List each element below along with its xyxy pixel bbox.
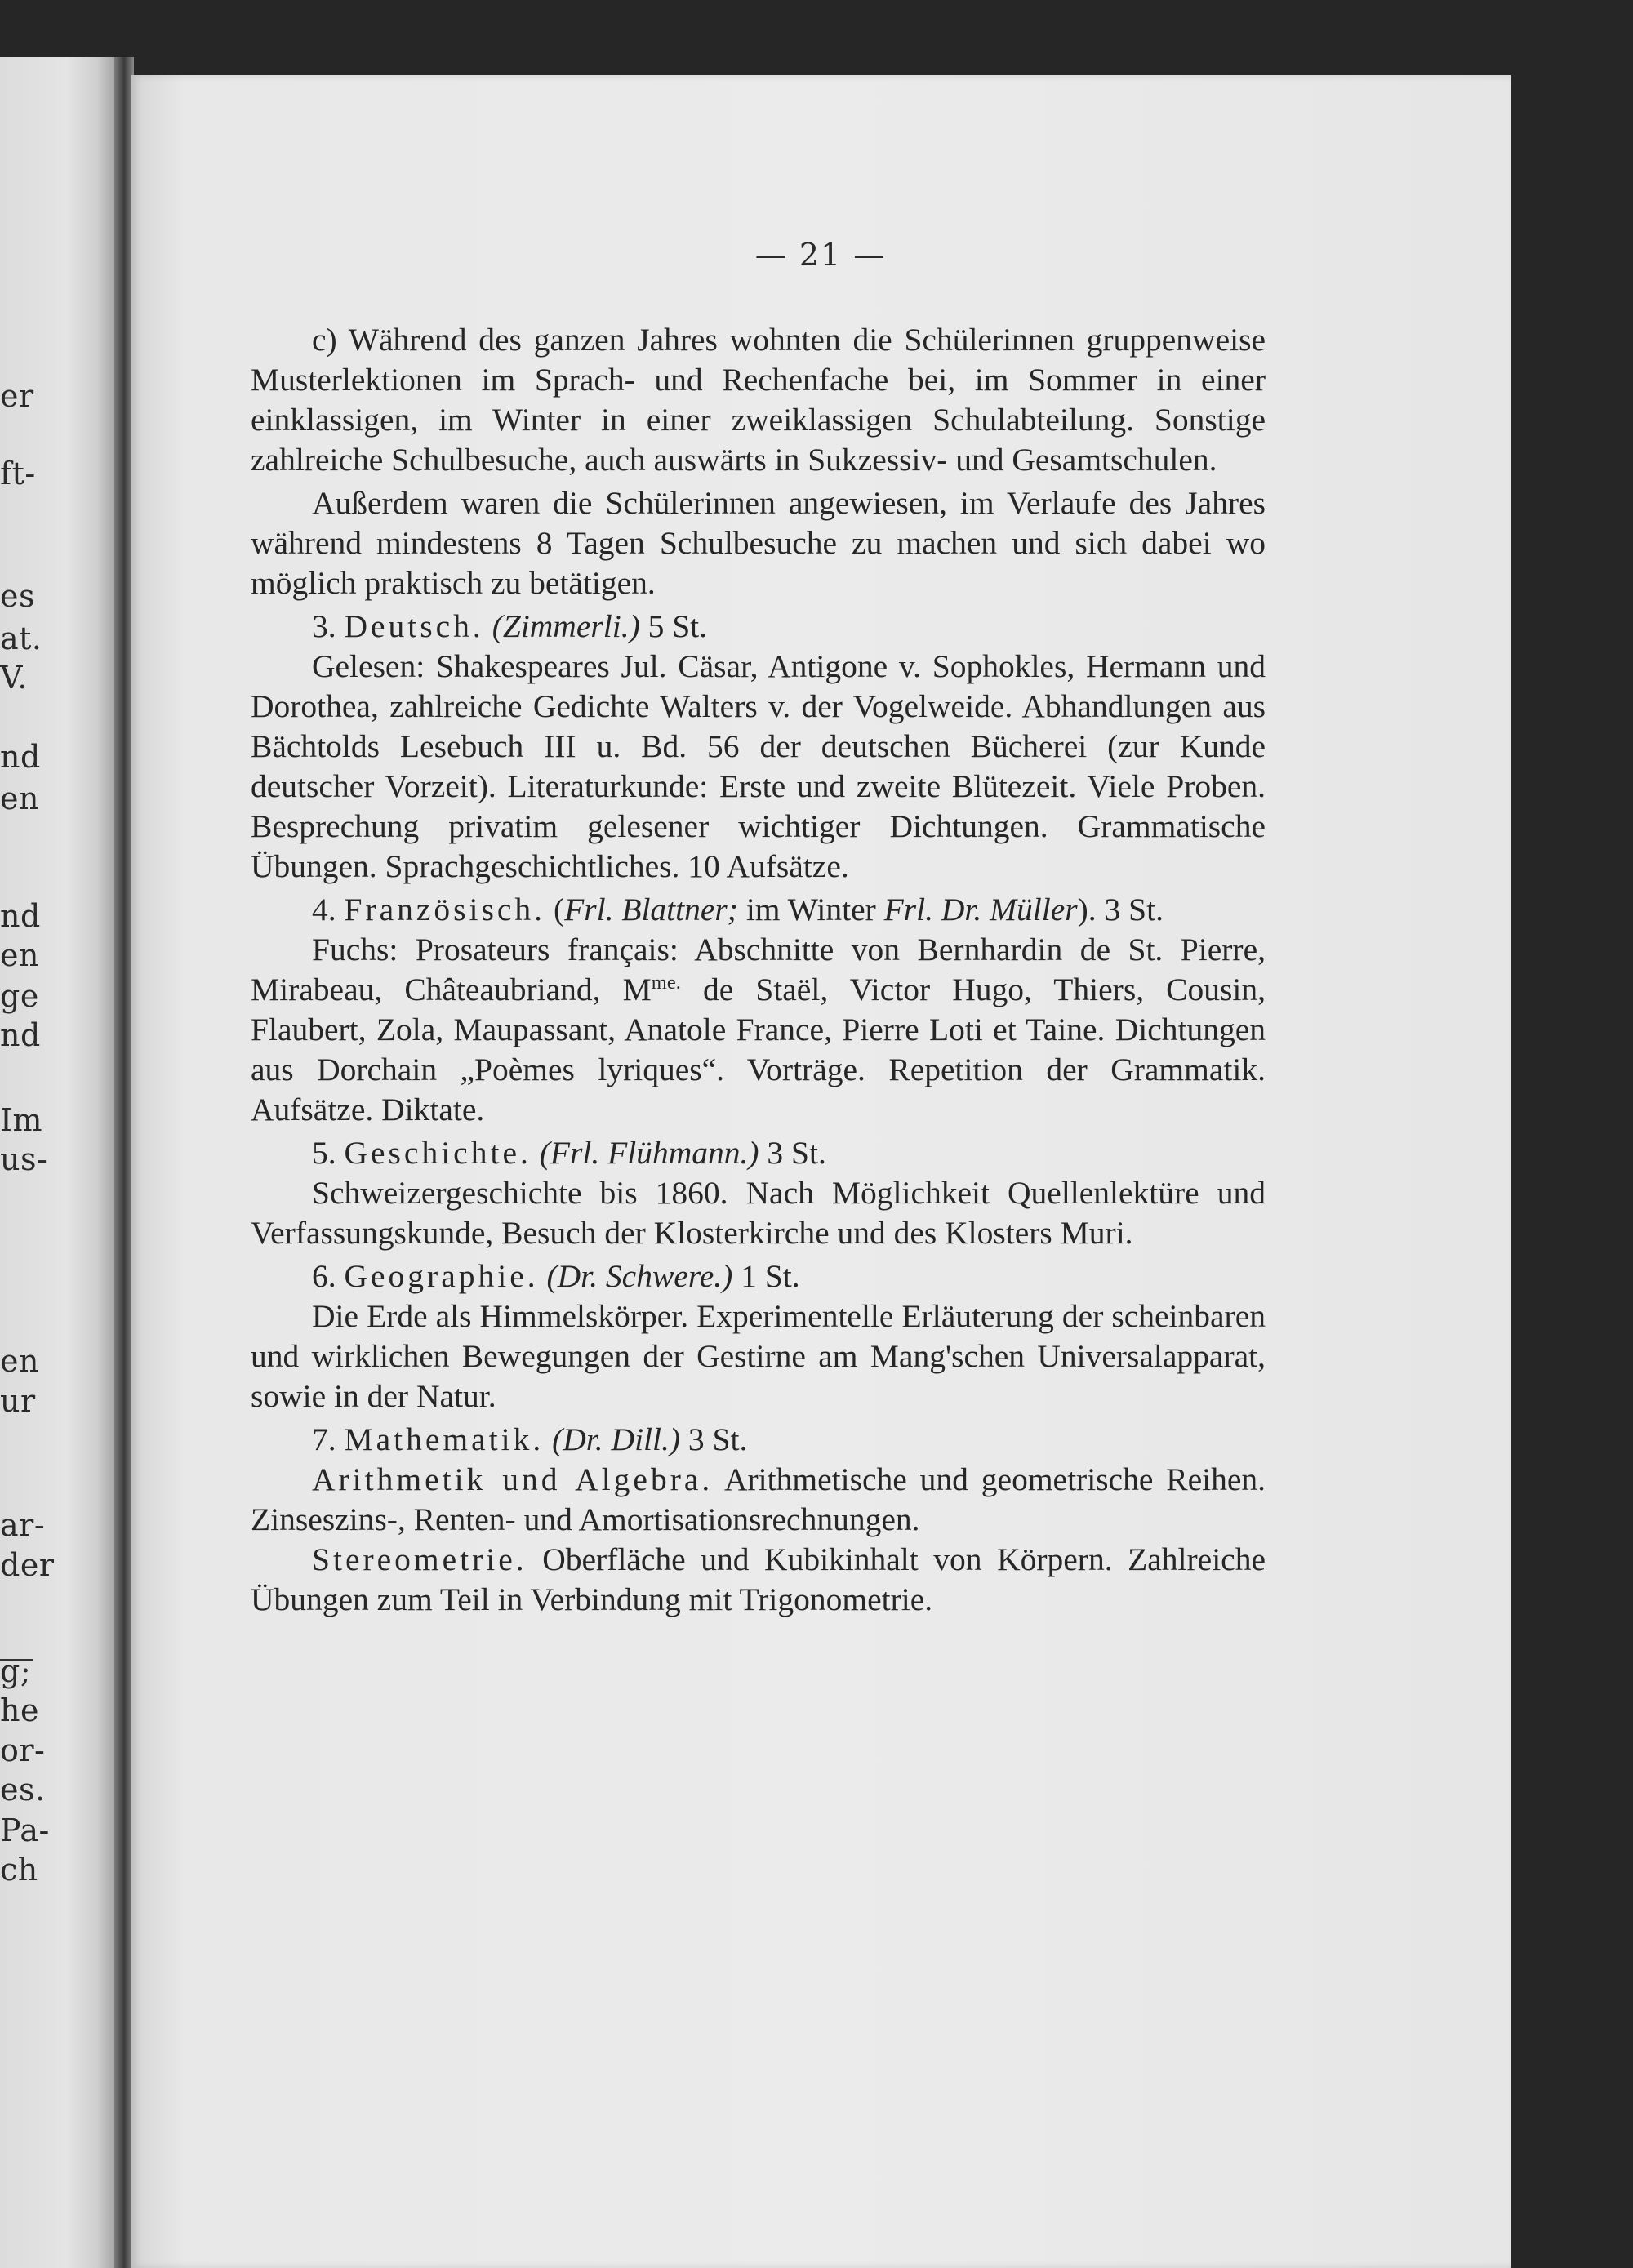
previous-page-margin [0, 57, 121, 2268]
section-body-deutsch: Gelesen: Shakespeares Jul. Cäsar, Antigone v. Sophokles, Hermann und Dorothea, zahlreiche Gedichte Walters v. der Vogelweide. Abhandlungen aus Bächtolds Lesebuch III u. Bd. 56 der deutschen Bücherei (zur Kunde deutscher Vorzeit). Literaturkunde: Erste und zweite Blütezeit. Viele Proben. Besprechung privatim gelesener wichtiger Dichtungen. Grammatische Übungen. Sprachgeschichtliches. 10 Aufsätze. [251, 648, 1266, 884]
paren-close: ). [1077, 892, 1097, 927]
page [131, 75, 1511, 2268]
left-page-fragment: en [0, 780, 39, 816]
section-teacher-note: im Winter [745, 892, 876, 927]
paren-open: ( [553, 892, 565, 927]
left-page-fragment: en [0, 1343, 39, 1379]
section-heading-geographie [251, 1256, 1266, 1296]
section-heading-deutsch [251, 607, 1266, 647]
paragraph-musterlektionen: c) Während des ganzen Jahres wohnten die Schülerinnen gruppenweise Musterlektionen im Sprach- und Rechenfache bei, im Sommer in einer einklassigen, im Winter in einer zweiklassigen Schulabteilung. Sonstige zahlreiche Schulbesuche, auch auswärts in Sukzessiv- und Gesamtschulen. [251, 322, 1266, 478]
left-page-fragment: es. [0, 1772, 46, 1808]
section-heading-franzoesisch [251, 890, 1266, 930]
section-hours: 1 St. [741, 1258, 800, 1294]
section-number: 5. [312, 1135, 336, 1171]
section-body-geographie: Die Erde als Himmelskörper. Experimentelle Erläuterung der scheinbaren und wirklichen Bewegungen der Gestirne am Mang'schen Universalapparat, sowie in der Natur. [251, 1298, 1266, 1414]
section-number: 6. [312, 1258, 336, 1294]
section-teacher: (Frl. Flühmann.) [539, 1135, 759, 1171]
left-page-fragment: at. [0, 620, 42, 656]
section-title: Deutsch. [344, 608, 484, 644]
section-heading-geschichte [251, 1133, 1266, 1173]
left-page-fragment: or- [0, 1732, 46, 1768]
body-text: Fuchs: Prosateurs français: Abschnitte von Bernhardin de St. Pierre, Mirabeau, Châteaubriand, M [251, 932, 1266, 1007]
left-page-fragment: ge [0, 978, 39, 1014]
left-page-fragment: ar- [0, 1507, 46, 1543]
left-page-fragment: he [0, 1692, 39, 1728]
section-title: Geschichte. [344, 1135, 532, 1171]
body-text: de Staël, Victor Hugo, Thiers, Cousin, Flaubert, Zola, Maupassant, Anatole France, Pierre Loti et Taine. Dichtungen aus Dorchain „Poèmes lyriques“. Vorträge. Repetition der Grammatik. Aufsätze. Diktate. [251, 972, 1266, 1127]
left-page-fragment: nd [0, 898, 41, 934]
subsection-arithmetik [251, 1460, 1266, 1540]
subsection-body: Oberfläche und Kubikinhalt von Körpern. Zahlreiche Übungen zum Teil in Verbindung mit Trigonometrie. [251, 1541, 1266, 1617]
left-page-fragment: g; [0, 1653, 32, 1689]
subsection-body: Arithmetische und geometrische Reihen. Zinseszins-, Renten- und Amortisationsrechnungen. [251, 1461, 1266, 1537]
section-hours: 3 St. [687, 1421, 748, 1457]
left-page-fragment: Im [0, 1102, 43, 1138]
left-page-fragment: nd [0, 739, 41, 775]
section-title: Mathematik. [344, 1421, 545, 1457]
section-teacher: (Dr. Dill.) [552, 1421, 681, 1457]
left-page-fragment: es [0, 578, 35, 614]
subsection-stereometrie [251, 1540, 1266, 1620]
section-title: Französisch. [344, 892, 546, 927]
section-hours: 5 St. [647, 608, 708, 644]
left-page-fragment: nd [0, 1017, 41, 1053]
section-heading-mathematik [251, 1420, 1266, 1460]
left-page-fragment: ft- [0, 456, 36, 491]
section-number: 3. [312, 608, 336, 644]
left-page-fragment: der [0, 1547, 55, 1583]
left-page-fragment: V. [0, 660, 28, 696]
left-page-fragment: er [0, 378, 34, 414]
left-page-fragment: us- [0, 1141, 48, 1177]
section-teacher: Frl. Blattner; [564, 892, 738, 927]
section-hours: 3 St. [1104, 892, 1164, 927]
section-body-franzoesisch [251, 930, 1266, 1130]
left-page-fragment: en [0, 937, 39, 973]
subsection-title: Arithmetik und Algebra. [312, 1461, 714, 1497]
section-number: 7. [312, 1421, 336, 1457]
paragraph-schulbesuche: Außerdem waren die Schülerinnen angewiesen, im Verlaufe des Jahres während mindestens 8 Tagen Schulbesuche zu machen und sich dabei wo möglich praktisch zu betätigen. [251, 485, 1266, 601]
section-hours: 3 St. [767, 1135, 826, 1171]
section-teacher: (Zimmerli.) [492, 608, 640, 644]
subsection-title: Stereometrie. [312, 1541, 527, 1577]
left-page-fragment: ch [0, 1852, 38, 1888]
section-body-geschichte: Schweizergeschichte bis 1860. Nach Möglichkeit Quellenlektüre und Verfassungskunde, Besuch der Klosterkirche und des Klosters Muri. [251, 1175, 1266, 1251]
section-teacher: (Dr. Schwere.) [546, 1258, 733, 1294]
section-title: Geographie. [344, 1258, 539, 1294]
page-number: — 21 — [754, 237, 887, 273]
superscript: me. [651, 971, 681, 994]
left-page-fragment: Pa- [0, 1812, 50, 1848]
left-page-fragment: ur [0, 1383, 36, 1419]
page-body [251, 320, 1266, 1620]
section-number: 4. [312, 892, 336, 927]
section-teacher: Frl. Dr. Müller [883, 892, 1078, 927]
